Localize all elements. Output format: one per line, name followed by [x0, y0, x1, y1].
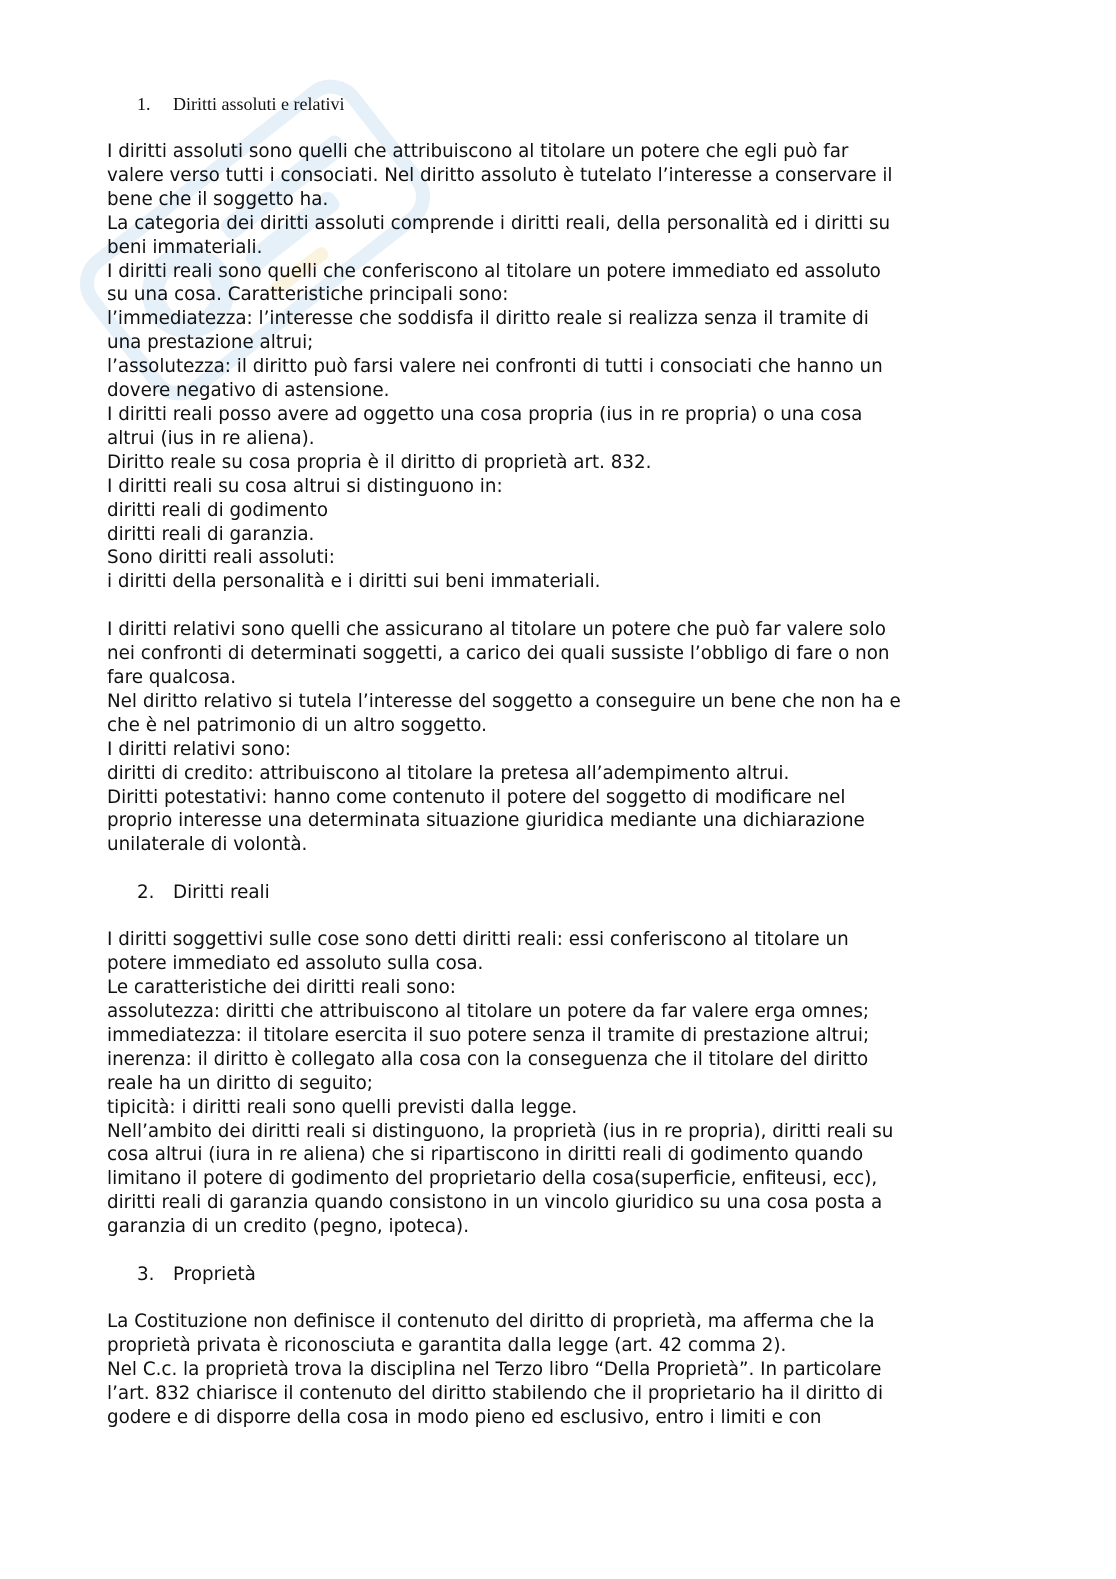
- text-line: Nel C.c. la proprietà trova la disciplina nel Terzo libro “Della Proprietà”. In particolare: [107, 1358, 882, 1380]
- text-line: La Costituzione non definisce il contenuto del diritto di proprietà, ma afferma che la: [107, 1311, 875, 1333]
- text-line: I diritti reali sono quelli che conferiscono al titolare un potere immediato ed assoluto: [107, 260, 881, 282]
- text-line: proprio interesse una determinata situazione giuridica mediante una dichiarazione: [107, 810, 865, 832]
- text-line: diritti reali di garanzia quando consistono in un vincolo giuridico su una cosa posta a: [107, 1192, 883, 1214]
- section-heading: [137, 1263, 1007, 1287]
- text-line: reale ha un diritto di seguito;: [107, 1072, 373, 1094]
- text-line: nei confronti di determinati soggetti, a carico dei quali sussiste l’obbligo di fare o non: [107, 643, 890, 665]
- text-line: assolutezza: diritti che attribuiscono al titolare un potere da far valere erga omnes;: [107, 1001, 870, 1022]
- text-line: valere verso tutti i consociati. Nel diritto assoluto è tutelato l’interesse a conservare il: [107, 164, 893, 186]
- section-number: 2.: [137, 882, 155, 904]
- document-page: [107, 88, 1007, 1430]
- text-line: unilaterale di volontà.: [107, 834, 308, 856]
- text-line: una prestazione altrui;: [107, 332, 314, 354]
- text-line: limitano il potere di godimento del proprietario della cosa(superficie, enfiteusi, ecc),: [107, 1168, 878, 1190]
- paragraph: [107, 1310, 1007, 1430]
- paragraph: [107, 140, 1007, 594]
- text-line: su una cosa. Caratteristiche principali sono:: [107, 284, 509, 306]
- section-heading: [137, 93, 1007, 117]
- text-line: Diritto reale su cosa propria è il diritto di proprietà art. 832.: [107, 451, 652, 473]
- text-line: I diritti assoluti sono quelli che attribuiscono al titolare un potere che egli può far: [107, 141, 849, 162]
- text-line: I diritti reali su cosa altrui si distinguono in:: [107, 475, 503, 497]
- section-diritti-reali: [107, 881, 1007, 1239]
- text-line: diritti di credito: attribuiscono al titolare la pretesa all’adempimento altrui.: [107, 762, 790, 784]
- text-line: I diritti reali posso avere ad oggetto una cosa propria (ius in re propria) o una cosa: [107, 403, 863, 425]
- text-line: diritti reali di godimento: [107, 499, 328, 521]
- text-line: immediatezza: il titolare esercita il suo potere senza il tramite di prestazione altrui;: [107, 1024, 870, 1046]
- section-diritti-assoluti-relativi: [107, 93, 1007, 857]
- text-line: cosa altrui (iura in re aliena) che si ripartiscono in diritti reali di godimento quando: [107, 1144, 864, 1166]
- section-number: 1.: [137, 94, 151, 114]
- text-line: tipicità: i diritti reali sono quelli previsti dalla legge.: [107, 1096, 578, 1118]
- text-line: La categoria dei diritti assoluti comprende i diritti reali, della personalità ed i diritti su: [107, 212, 891, 234]
- text-line: Diritti potestativi: hanno come contenuto il potere del soggetto di modificare nel: [107, 786, 846, 808]
- text-line: garanzia di un credito (pegno, ipoteca).: [107, 1216, 470, 1238]
- paragraph: [107, 928, 1007, 1239]
- text-line: proprietà privata è riconosciuta e garantita dalla legge (art. 42 comma 2).: [107, 1334, 787, 1356]
- text-line: Nel diritto relativo si tutela l’interesse del soggetto a conseguire un bene che non ha e: [107, 690, 901, 712]
- text-line: i diritti della personalità e i diritti sui beni immateriali.: [107, 571, 601, 593]
- text-line: Le caratteristiche dei diritti reali sono:: [107, 977, 456, 999]
- text-line: l’immediatezza: l’interesse che soddisfa il diritto reale si realizza senza il tramite di: [107, 308, 869, 330]
- text-line: potere immediato ed assoluto sulla cosa.: [107, 953, 484, 975]
- text-line: beni immateriali.: [107, 236, 263, 258]
- text-line: che è nel patrimonio di un altro soggetto.: [107, 714, 487, 736]
- text-line: I diritti relativi sono:: [107, 738, 291, 760]
- text-line: Nell’ambito dei diritti reali si distinguono, la proprietà (ius in re propria), diritti reali su: [107, 1120, 894, 1142]
- text-line: I diritti relativi sono quelli che assicurano al titolare un potere che può far valere solo: [107, 619, 886, 641]
- section-number: 3.: [137, 1264, 155, 1286]
- paragraph: [107, 618, 1007, 857]
- text-line: inerenza: il diritto è collegato alla cosa con la conseguenza che il titolare del diritto: [107, 1048, 869, 1070]
- text-line: dovere negativo di astensione.: [107, 380, 390, 402]
- section-title: Diritti reali: [173, 882, 270, 904]
- text-line: bene che il soggetto ha.: [107, 188, 329, 210]
- text-line: fare qualcosa.: [107, 667, 237, 689]
- text-line: I diritti soggettivi sulle cose sono detti diritti reali: essi conferiscono al titolare un: [107, 929, 849, 951]
- text-line: Sono diritti reali assoluti:: [107, 547, 335, 569]
- section-heading: [137, 881, 1007, 905]
- section-title: Proprietà: [173, 1264, 256, 1286]
- text-line: diritti reali di garanzia.: [107, 523, 315, 545]
- text-line: l’art. 832 chiarisce il contenuto del diritto stabilendo che il proprietario ha il diritto di: [107, 1382, 884, 1404]
- text-line: l’assolutezza: il diritto può farsi valere nei confronti di tutti i consociati che hanno un: [107, 356, 883, 378]
- text-line: altrui (ius in re aliena).: [107, 427, 315, 449]
- section-proprieta: [107, 1263, 1007, 1430]
- text-line: godere e di disporre della cosa in modo pieno ed esclusivo, entro i limiti e con: [107, 1406, 822, 1428]
- section-title: Diritti assoluti e relativi: [173, 94, 345, 114]
